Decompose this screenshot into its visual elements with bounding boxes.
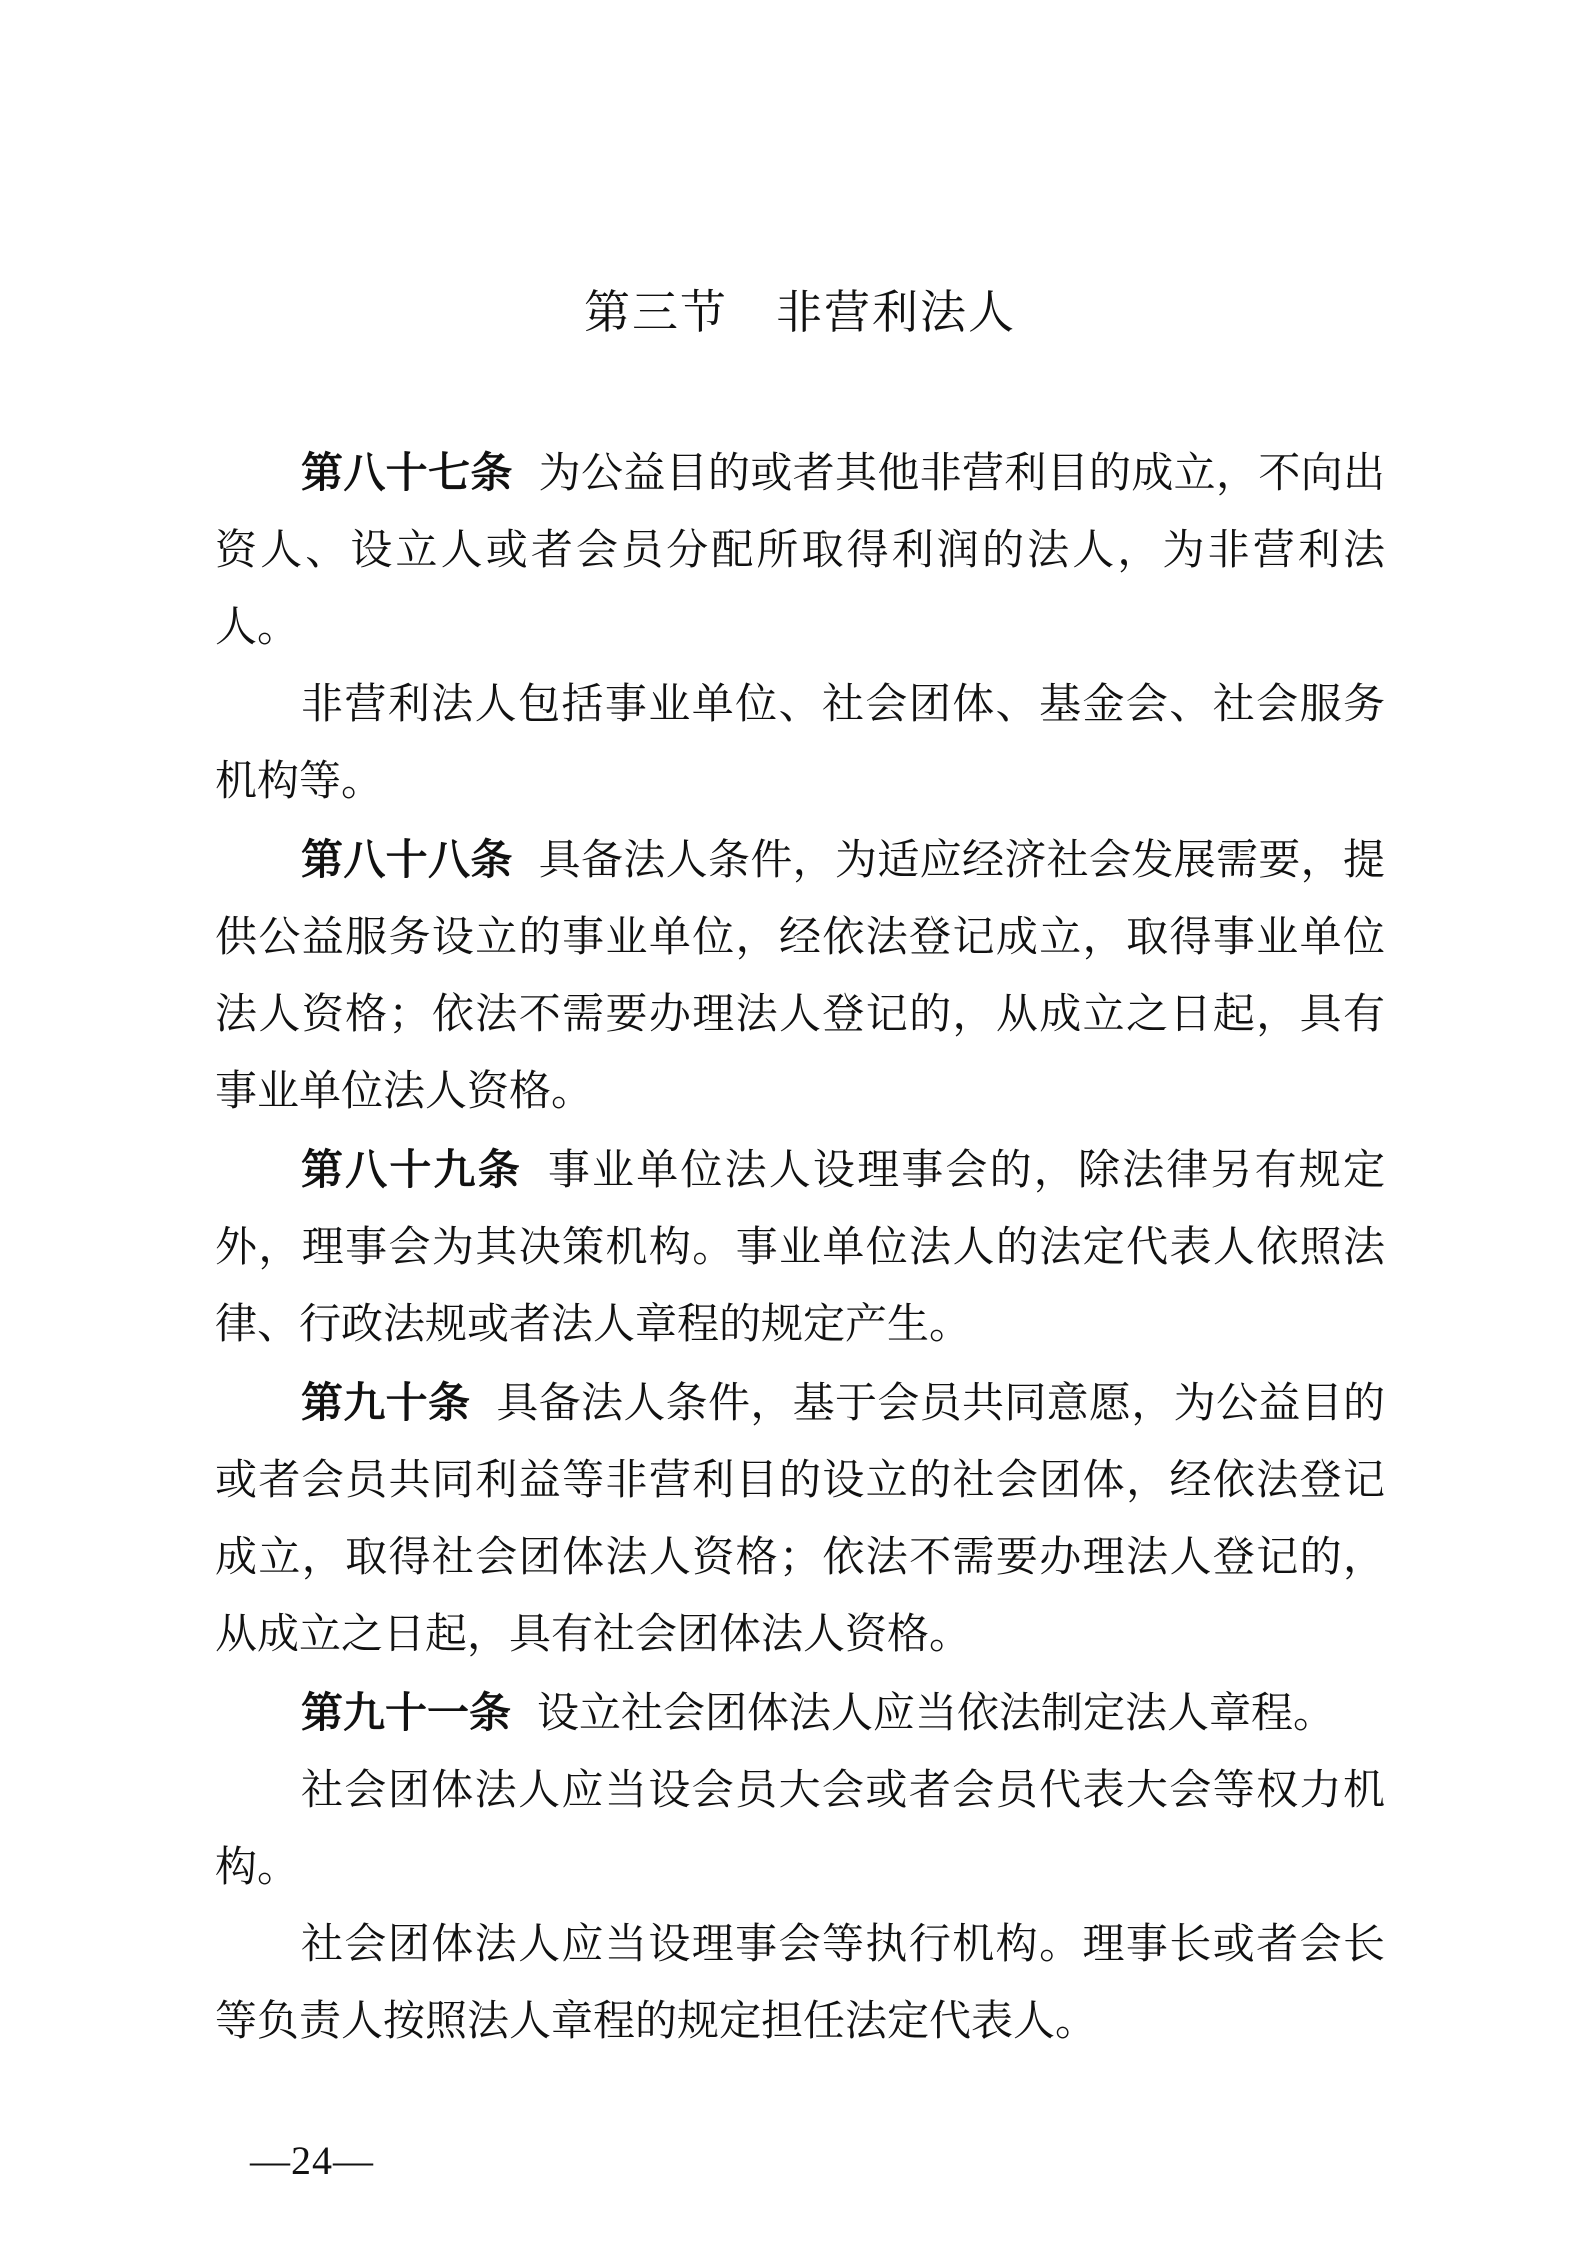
section-title: 第三节 非营利法人: [584, 287, 1016, 338]
page-number: —24—: [250, 2138, 374, 2183]
paragraph-article-87-clause-2: [215, 667, 1385, 821]
article-87-clause-2-text: 非营利法人包括事业单位、社会团体、基金会、社会服务机构等。: [215, 682, 1385, 805]
document-body: [215, 434, 1385, 2061]
article-91-number-label: 第九十一条: [301, 1689, 512, 1736]
article-88-text: 具备法人条件，为适应经济社会发展需要，提供公益服务设立的事业单位，经依法登记成立，取得事业单位法人资格；依法不需要办理法人登记的，从成立之日起，具有事业单位法人资格。: [215, 838, 1385, 1115]
article-87-number-label: 第八十七条: [301, 449, 513, 496]
paragraph-article-89: [215, 1131, 1385, 1364]
paragraph-article-91-clause-2: [215, 1753, 1385, 1907]
paragraph-article-87: [215, 434, 1385, 667]
paragraph-article-91-clause-3: [215, 1907, 1385, 2061]
paragraph-article-91: [215, 1674, 1385, 1753]
paragraph-article-88: [215, 821, 1385, 1131]
article-89-number-label: 第八十九条: [301, 1146, 522, 1193]
article-89-text: 事业单位法人设理事会的，除法律另有规定外，理事会为其决策机构。事业单位法人的法定代表人依照法律、行政法规或者法人章程的规定产生。: [215, 1148, 1385, 1348]
article-91-text: 设立社会团体法人应当依法制定法人章程。: [537, 1691, 1336, 1737]
article-91-clause-3-text: 社会团体法人应当设理事会等执行机构。理事长或者会长等负责人按照法人章程的规定担任法定代表人。: [215, 1922, 1385, 2045]
article-88-number-label: 第八十八条: [301, 836, 513, 883]
article-90-text: 具备法人条件，基于会员共同意愿，为公益目的或者会员共同利益等非营利目的设立的社会团体，经依法登记成立，取得社会团体法人资格；依法不需要办理法人登记的，从成立之日起，具有社会团体法人资格。: [215, 1381, 1385, 1658]
article-91-clause-2-text: 社会团体法人应当设会员大会或者会员代表大会等权力机构。: [215, 1768, 1385, 1891]
article-90-number-label: 第九十条: [301, 1379, 471, 1426]
article-87-text: 为公益目的或者其他非营利目的成立，不向出资人、设立人或者会员分配所取得利润的法人，为非营利法人。: [215, 451, 1385, 651]
paragraph-article-90: [215, 1364, 1385, 1674]
